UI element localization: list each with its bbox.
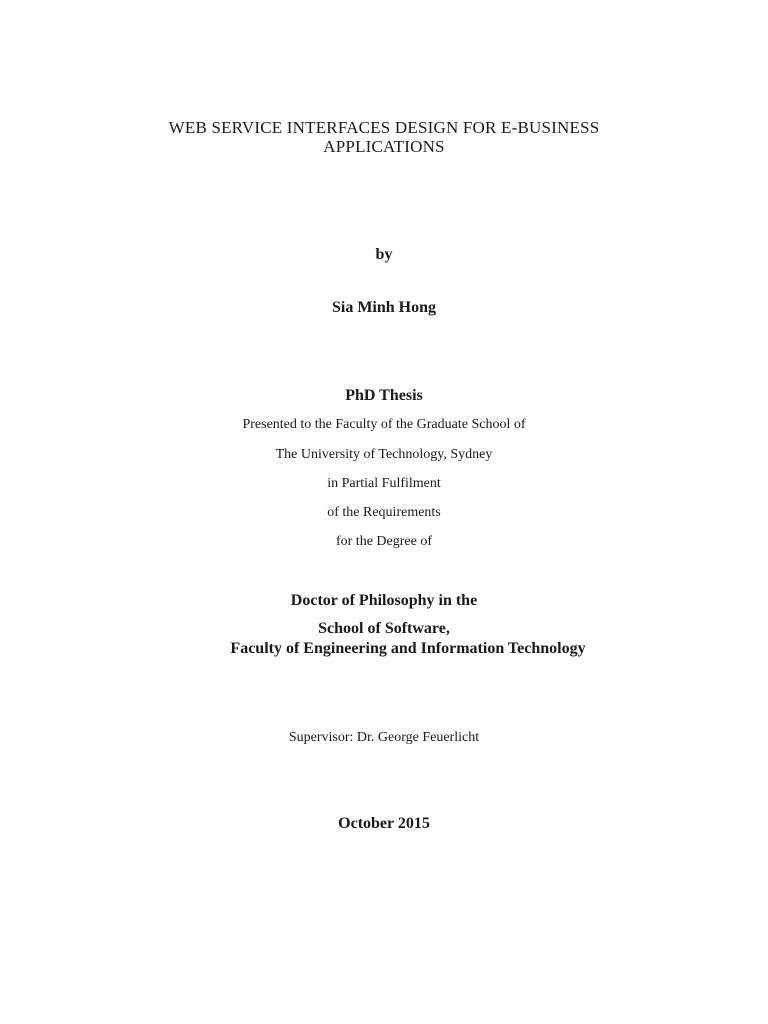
presentation-line-4: of the Requirements xyxy=(327,505,441,520)
submission-date: October 2015 xyxy=(338,815,430,832)
presentation-line-1: Presented to the Faculty of the Graduate School of xyxy=(242,417,526,432)
presentation-line-2: The University of Technology, Sydney xyxy=(275,447,493,462)
thesis-title-line-1: WEB SERVICE INTERFACES DESIGN FOR E-BUSINESS xyxy=(168,118,600,137)
supervisor-line: Supervisor: Dr. George Feuerlicht xyxy=(288,730,480,745)
presentation-line-3: in Partial Fulfilment xyxy=(327,476,441,491)
presentation-line-5: for the Degree of xyxy=(335,534,432,549)
degree-line-3: Faculty of Engineering and Information Technology xyxy=(230,640,586,657)
thesis-title-line-2: APPLICATIONS xyxy=(323,137,445,156)
by-label: by xyxy=(375,246,393,263)
thesis-type: PhD Thesis xyxy=(345,387,423,404)
author-name: Sia Minh Hong xyxy=(331,299,437,316)
degree-line-2: School of Software, xyxy=(318,620,450,637)
degree-line-1: Doctor of Philosophy in the xyxy=(290,592,478,609)
